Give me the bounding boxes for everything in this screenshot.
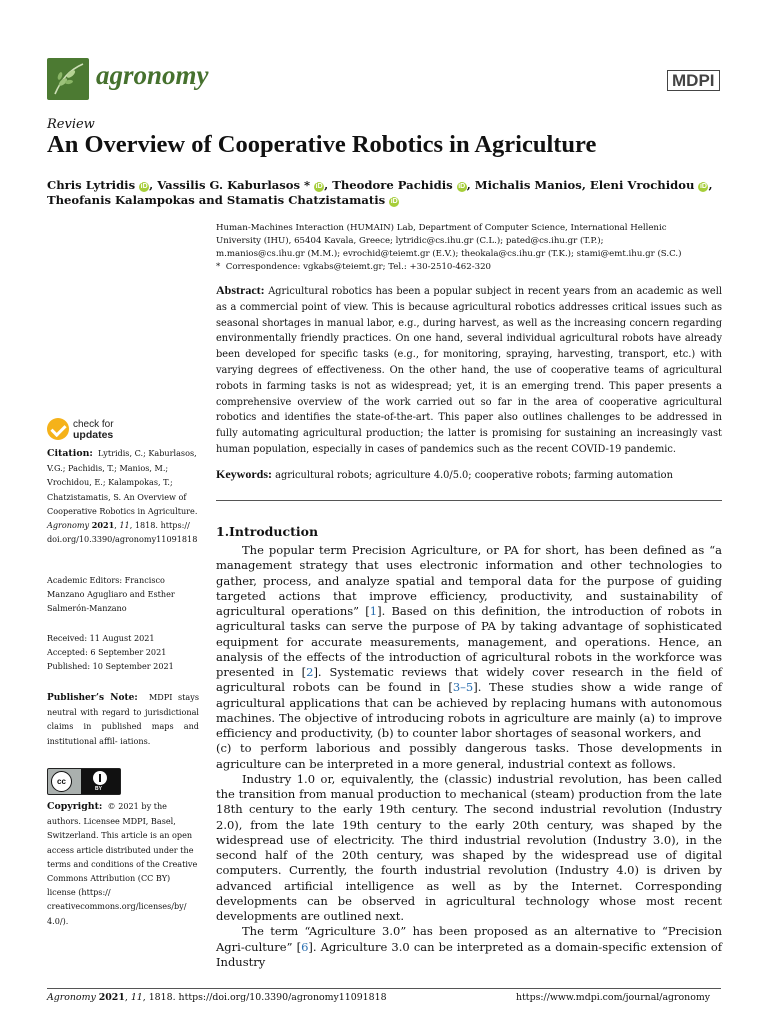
citation-link[interactable]: 6: [301, 939, 309, 954]
article-title: An Overview of Cooperative Robotics in Agriculture: [47, 131, 597, 158]
orcid-icon[interactable]: iD: [699, 183, 707, 190]
journal-name: agronomy: [96, 60, 209, 90]
abstract-text: Agricultural robotics has been a popular subject in recent years from an academic as well as a commercial point of view. This is because agricultural robotics addresses critical issues such as seasonal shortages in manual labor, e.g., during harvest, as well as the increasing concern regarding environmentally friendly practices. On one hand, several individual agricultural robots have already been developed for specific tasks (e.g., for monitoring, spraying, harvesting, transport, etc.) with varying degrees of effectiveness. On the other hand, the use of cooperative teams of agricultural robots in farming tasks is not as widespread; yet, it is an emerging trend. This paper presents a comprehensive overview of the work carried out so far in the area of cooperative agricultural robotics and identifies the state-of-the-art. This paper also outlines challenges to be addressed in fully automating agricultural production; the latter is promising for sustaining an increasingly vast human population, especially in cases of pandemics such as the recent COVID-19 pandemic.: [216, 286, 722, 455]
author-name: Theofanis Kalampokas and Stamatis Chatzistamatis: [47, 193, 386, 207]
author-name: Chris Lytridis: [47, 178, 136, 192]
cc-by-license-badge[interactable]: cc BY: [47, 768, 121, 795]
keywords-label: Keywords:: [216, 467, 272, 481]
citation-link[interactable]: 1: [369, 604, 378, 618]
accepted-date: Accepted: 6 September 2021: [47, 647, 167, 658]
section-heading: 1.Introduction: [216, 524, 319, 539]
affiliation: [216, 222, 726, 274]
orcid-icon[interactable]: iD: [390, 198, 398, 205]
leaf-icon: [47, 58, 89, 100]
cc-icon: cc: [51, 771, 72, 792]
divider: [216, 500, 722, 501]
publisher-note: Publisher’s Note: MDPI stays neutral with regard to jurisdictional claims in published maps and institutional affil- iations.: [47, 692, 199, 746]
orcid-icon[interactable]: iD: [315, 183, 323, 190]
keywords-text: agricultural robots; agriculture 4.0/5.0; cooperative robots; farming automation: [275, 470, 673, 481]
footer-citation: Agronomy 2021, 11, 1818. https://doi.org/10.3390/agronomy11091818: [47, 992, 387, 1003]
affiliation-line: Human-Machines Interaction (HUMAIN) Lab, Department of Computer Science, International Hellenic: [216, 223, 667, 233]
citation-link[interactable]: 3–5: [452, 680, 474, 695]
keywords: [216, 467, 722, 482]
check-icon: [47, 418, 69, 440]
journal-logo: [47, 58, 89, 100]
received-date: Received: 11 August 2021: [47, 633, 155, 643]
correspondence: * Correspondence: vgkabs@teiemt.gr; Tel.: +30-2510-462-320: [216, 262, 492, 272]
citation-link[interactable]: 2: [306, 665, 314, 679]
publisher-logo: MDPI: [667, 70, 720, 91]
published-date: Published: 10 September 2021: [47, 661, 174, 672]
paragraph: Industry 1.0 or, equivalently, the (classic) industrial revolution, has been called the transition from manual production to mechanical (steam) production from the late 18th century to the early 19th century. The second industrial revolution (Industry 2.0), from the late 19th century to the early 20th century, was shaped by the widespread use of electricity. The third industrial revolution (Industry 3.0), in the second half of the 20th century, was shaped by the widespread use of digital computers. Currently, the fourth industrial revolution (Industry 4.0) is driven by advanced artificial intelligence as well as by the Internet. Corresponding developments can be observed in agricultural technology whose most recent developments are outlined next.: [216, 771, 722, 923]
author-list: Chris Lytridis iD , Vassilis G. Kaburlasos * iD , Theodore Pachidis iD , Michalis Manios, Eleni Vrochidou iD , Theofanis Kalampokas and Stamatis Chatzistamatis iD: [47, 178, 713, 207]
author-name: Vassilis G. Kaburlasos *: [157, 178, 311, 192]
footer-divider: [47, 988, 721, 989]
author-name: Theodore Pachidis: [332, 178, 453, 192]
abstract: [216, 283, 722, 458]
affiliation-line: University (IHU), 65404 Kavala, Greece; lytridic@cs.ihu.gr (C.L.); pated@cs.ihu.gr (T.P.);: [216, 236, 604, 246]
paragraph: The popular term Precision Agriculture, or PA for short, has been defined as “a management strategy that uses electronic information and other technologies to gather, process, and analyze spatial and temporal data for the purpose of guiding targeted actions that improve efficiency, productivity, and sustainability of agricultural operations” [1]. Based on this definition, the introduction of robots in agricultural tasks can serve the purpose of PA by taking advantage of sophisticated equipment for accurate measurements, management, and operations. Hence, an analysis of the effects of the introduction of agricultural robots in the workforce was presented in [2]. Systematic reviews that widely cover research in the field of agricultural robots can be found in [3–5]. These studies show a wide range of agricultural applications that can be achieved by replacing humans with autonomous machines. The objective of introducing robots in agriculture are mainly (a) to improve efficiency and productivity, (b) to counter labor shortages of seasonal workers, and: [216, 543, 723, 740]
article-type: Review: [47, 117, 95, 132]
footer-journal-url[interactable]: https://www.mdpi.com/journal/agronomy: [516, 992, 711, 1003]
academic-editors: Academic Editors: Francisco Manzano Agugliaro and Esther Salmerón-Manzano: [47, 575, 175, 614]
dates: [47, 631, 199, 674]
body-text: [216, 543, 722, 970]
abstract-label: Abstract:: [216, 283, 265, 297]
author-name: Eleni Vrochidou: [589, 178, 695, 192]
paragraph: (c) to perform laborious and possibly dangerous tasks. Those developments in agriculture can be interpreted in a more general, industrial context as follows.: [216, 741, 722, 771]
author-name: Michalis Manios: [474, 178, 582, 192]
person-icon: [93, 771, 107, 785]
affiliation-line: m.manios@cs.ihu.gr (M.M.); evrochid@teiemt.gr (E.V.); theokala@cs.ihu.gr (T.K.); stami@emt.ihu.gr (S.C.): [216, 249, 682, 259]
orcid-icon[interactable]: iD: [458, 183, 466, 190]
paragraph: The term “Agriculture 3.0” has been proposed as an alternative to “Precision Agri-culture” [6]. Agriculture 3.0 can be interpreted as a domain-specific extension of Industry: [216, 924, 722, 969]
orcid-icon[interactable]: iD: [140, 183, 148, 190]
citation-block: Citation: Lytridis, C.; Kaburlasos, V.G.; Pachidis, T.; Manios, M.; Vrochidou, E.; Kalampokas, T.; Chatzistamatis, S. An Overview of Cooperative Robotics in Agriculture. Agronomy 2021, 11, 1818. https:// doi.org/10.3390/agronomy11091818: [47, 448, 198, 545]
copyright: Copyright: © 2021 by the authors. Licensee MDPI, Basel, Switzerland. This article is an open access article distributed under the terms and conditions of the Creative Commons Attribution (CC BY) license (https:// creativecommons.org/licenses/by/ 4.0/).: [47, 801, 198, 926]
